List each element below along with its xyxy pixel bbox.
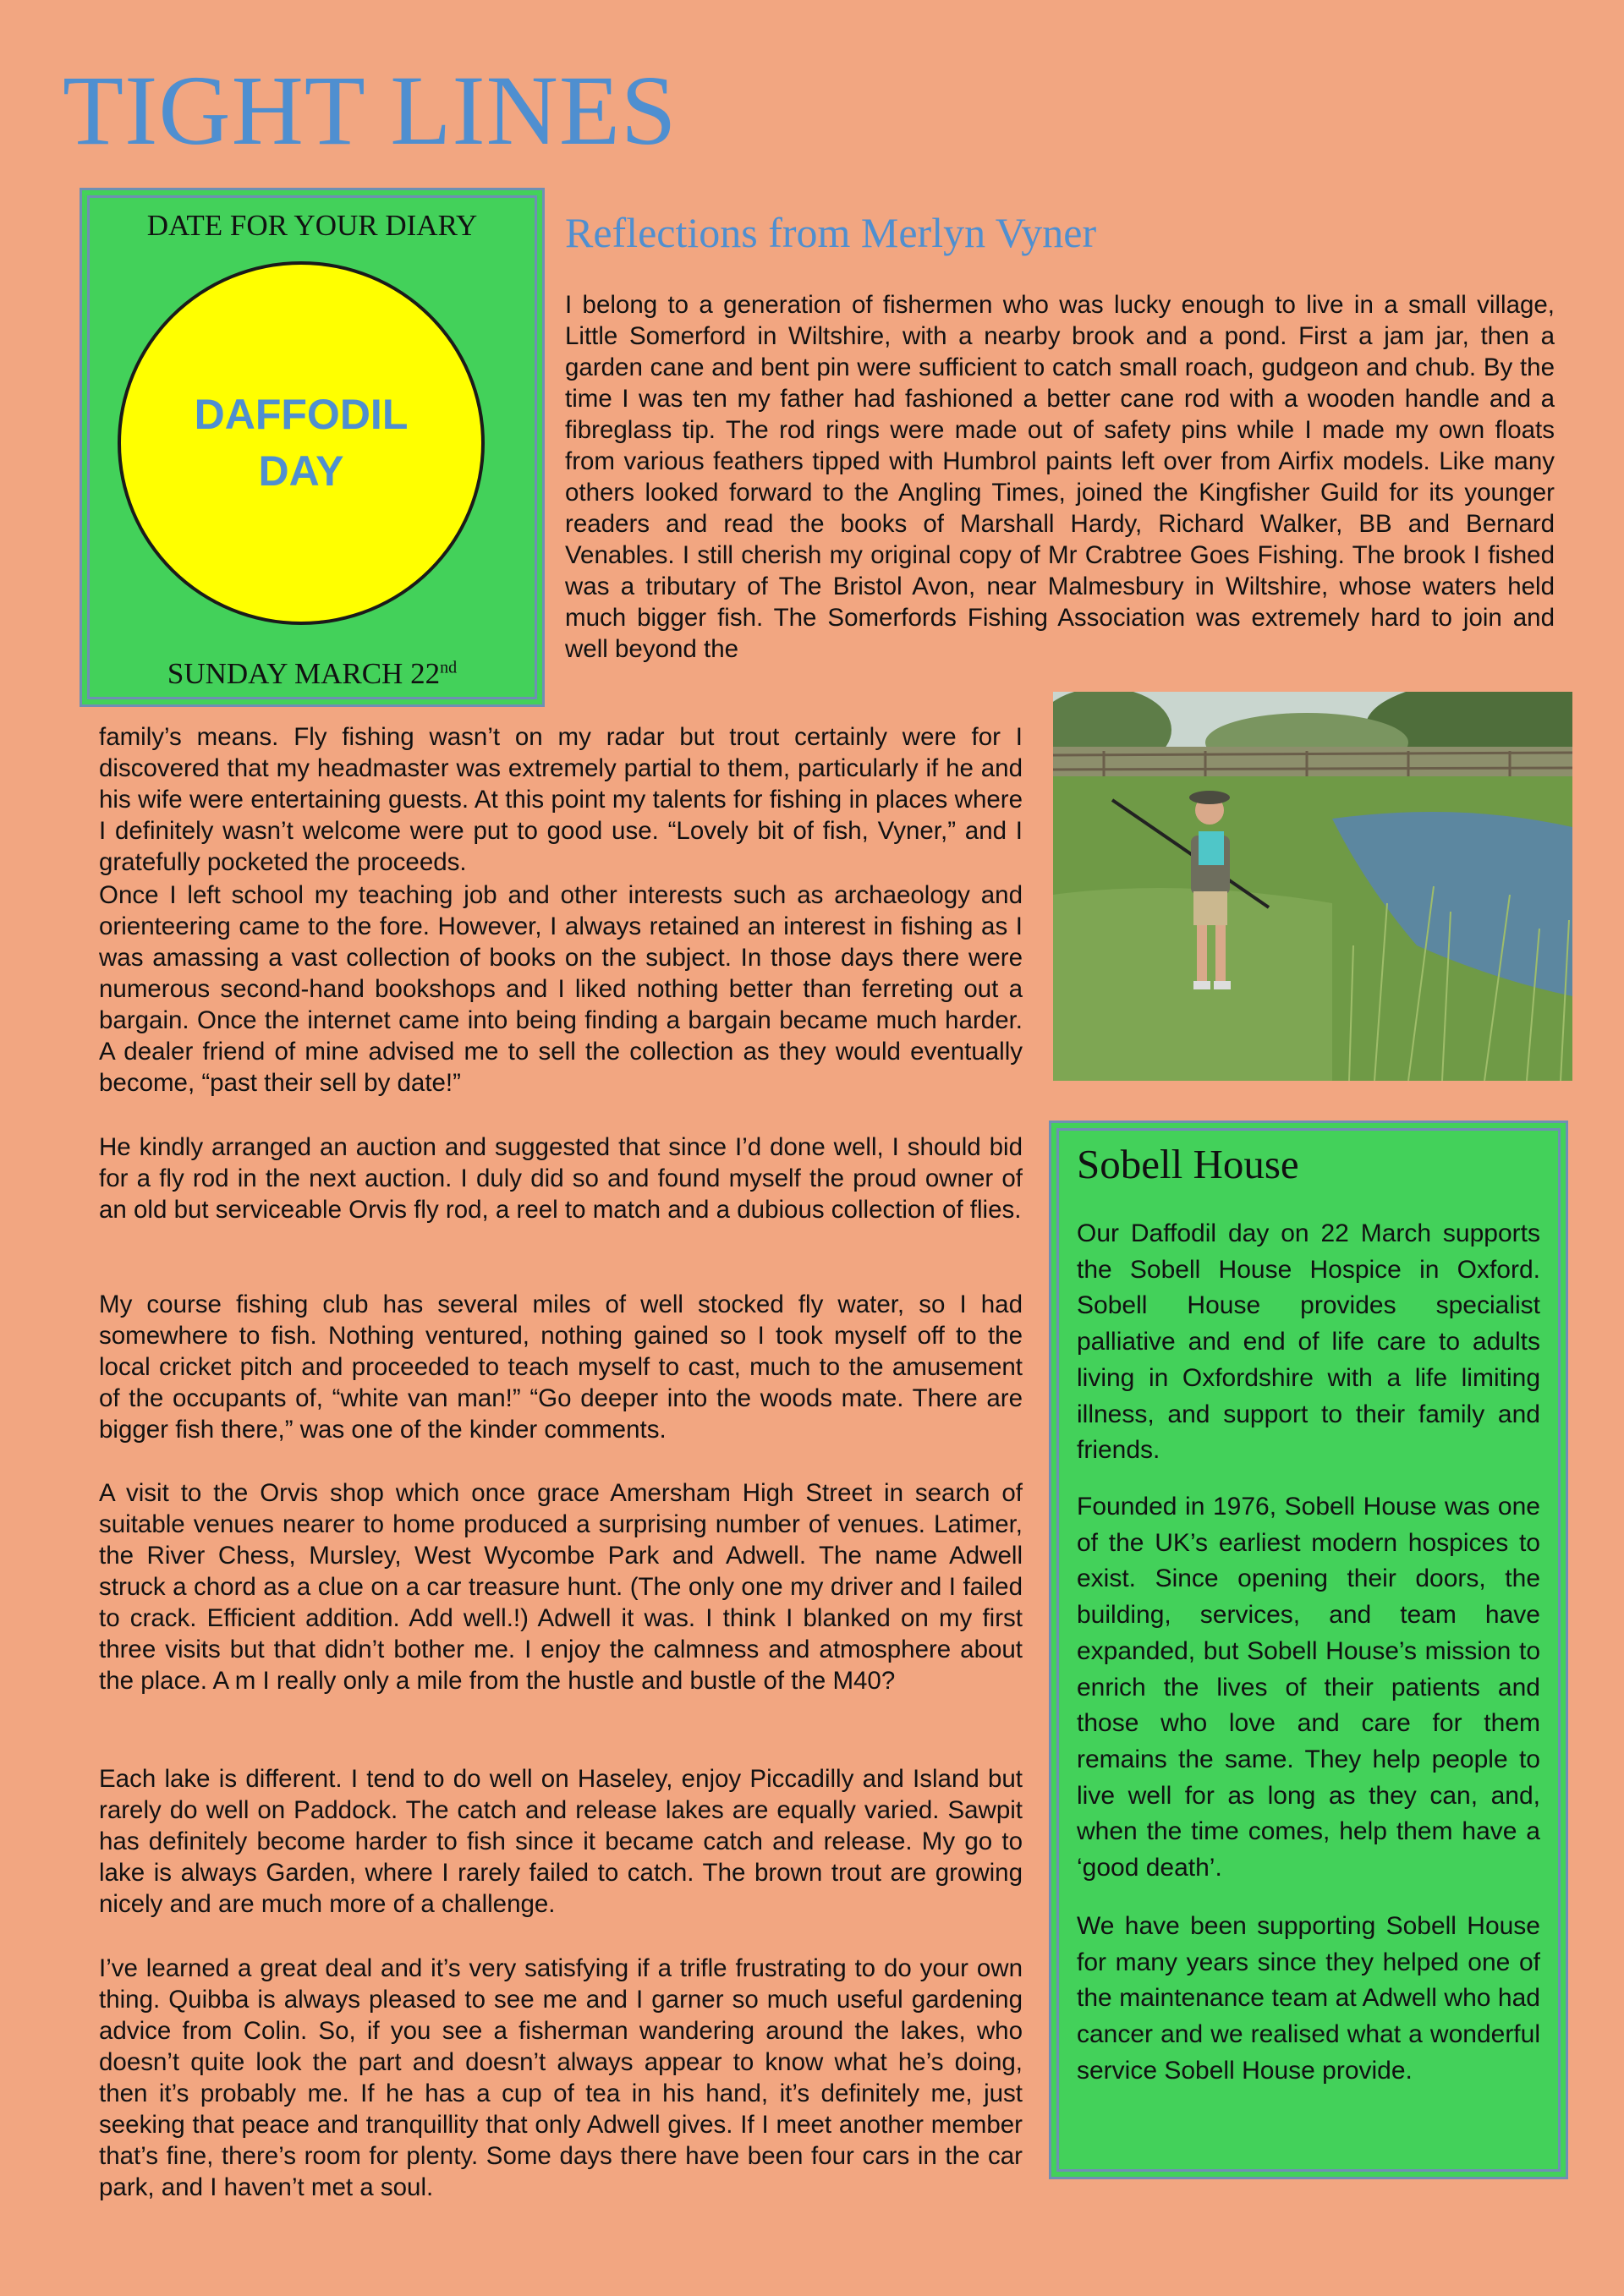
sobell-paragraph-2: Founded in 1976, Sobell House was one of the UK’s earliest modern hospices to exist. Since opening their doors, the building, services, and team have expanded, but Sobell House’s mission to enrich the lives of their patients and those who love and care for them remains the same. They help people to live well for as long as they can, and, when the time comes, help them have a ‘good death’. [1077, 1493, 1540, 1882]
event-name-line1: DAFFODIL [194, 390, 409, 438]
event-date-text: SUNDAY MARCH 22 [167, 657, 441, 690]
sobell-paragraph-3: We have been supporting Sobell House for many years since they helped one of the maintenance team at Adwell who had cancer and we realised what a wonderful service Sobell House provide. [1077, 1912, 1540, 2085]
article-paragraph-6: Each lake is different. I tend to do well on Haseley, enjoy Piccadilly and Island but rarely do well on Paddock. The catch and release lakes are equally varied. Sawpit has definitely become harder to fish since it became catch and release. My go to lake is always Garden, where I rarely failed to catch. The brown trout are growing nicely and are much more of a challenge. [99, 1765, 1023, 1918]
article-paragraph-7: I’ve learned a great deal and it’s very satisfying if a trifle frustrating to do your own thing. Quibba is always pleased to see me and I garner so much useful gardening advice from Colin. So, if you see a fisherman wandering around the lakes, who doesn’t quite look the part and doesn’t always appear to know what he’s doing, then it’s probably me. If he has a cup of tea in his hand, it’s definitely me, just seeking that peace and tranquillity that only Adwell gives. If I meet another member that’s fine, there’s room for plenty. Some days there have been four cars in the car park, and I haven’t met a soul. [99, 1954, 1023, 2201]
article-paragraph-4: My course fishing club has several miles of well stocked fly water, so I had somewhere to fish. Nothing ventured, nothing gained so I took myself off to the local cricket pitch and proceeded to teach myself to cast, much to the amusement of the occupants of, “white van man!” “Go deeper into the woods mate. There are bigger fish there,” was one of the kinder comments. [99, 1290, 1023, 1444]
article-paragraph-3: He kindly arranged an auction and suggested that since I’d done well, I should bid for a fly rod in the next auction. I duly did so and found myself the proud owner of an old but serviceable Orvis fly rod, a reel to match and a dubious collection of flies. [99, 1133, 1023, 1224]
daffodil-day-circle [118, 261, 485, 625]
article-paragraph-5: A visit to the Orvis shop which once grace Amersham High Street in search of suitable venues nearer to home produced a surprising number of venues. Latimer, the River Chess, Mursley, West Wycombe Park and Adwell. The name Adwell struck a chord as a clue on a car treasure hunt. (The only one my driver and I failed to crack. Efficient addition. Add well.!) Adwell it was. I think I blanked on my first three visits but that didn’t bother me. I enjoy the calmness and atmosphere about the place. A m I really only a mile from the hustle and bustle of the M40? [99, 1479, 1023, 1695]
sobell-paragraph-1: Our Daffodil day on 22 March supports the Sobell House Hospice in Oxford. Sobell House provides specialist palliative and end of life care to adults living in Oxfordshire with a life limiting illness, and support to their family and friends. [1077, 1219, 1540, 1465]
article-paragraph-intro: I belong to a generation of fishermen who was lucky enough to live in a small village, Little Somerford in Wiltshire, with a nearby brook and a pond. First a jam jar, then a garden cane and bent pin were sufficient to catch small roach, gudgeon and chub. By the time I was ten my father had fashioned a better cane rod with a wooden handle and a fibreglass tip. The rod rings were made out of safety pins while I made my own floats from various feathers tipped with Humbrol paints left over from Airfix models. Like many others looked forward to the Angling Times, joined the Kingfisher Guild for its younger readers and read the books of Marshall Hardy, Richard Walker, BB and Bernard Venables. I still cherish my original copy of Mr Crabtree Goes Fishing. The brook I fished was a tributary of The Bristol Avon, near Malmesbury in Wiltshire, whose waters held much bigger fish. The Somerfords Fishing Association was extremely hard to join and well beyond the [565, 291, 1555, 663]
event-date-suffix: nd [440, 658, 458, 677]
event-name-line2: DAY [258, 447, 344, 495]
sobell-house-title: Sobell House [1077, 1141, 1299, 1187]
fisherman-photo [1053, 692, 1572, 1081]
date-for-diary-panel [80, 188, 545, 707]
article-paragraph-continued: family’s means. Fly fishing wasn’t on my radar but trout certainly were for I discovered that my headmaster was extremely partial to them, particularly if he and his wife were entertaining guests. At this point my talents for fishing in places where I definitely wasn’t welcome were put to good use. “Lovely bit of fish, Vyner,” and I gratefully pocketed the proceeds. [99, 723, 1023, 876]
masthead-title: TIGHT LINES [63, 55, 678, 166]
sobell-house-panel [1049, 1121, 1568, 2179]
event-date [82, 657, 542, 691]
article-paragraph-2: Once I left school my teaching job and other interests such as archaeology and orienteering came to the fore. However, I always retained an interest in fishing as I was amassing a vast collection of books on the subject. In those days there were numerous second-hand bookshops and I liked nothing better than ferreting out a bargain. Once the internet came into being finding a bargain became much harder. A dealer friend of mine advised me to sell the collection as they would eventually become, “past their sell by date!” [99, 881, 1023, 1097]
article-title: Reflections from Merlyn Vyner [565, 209, 1097, 256]
diary-heading: DATE FOR YOUR DIARY [146, 209, 478, 242]
